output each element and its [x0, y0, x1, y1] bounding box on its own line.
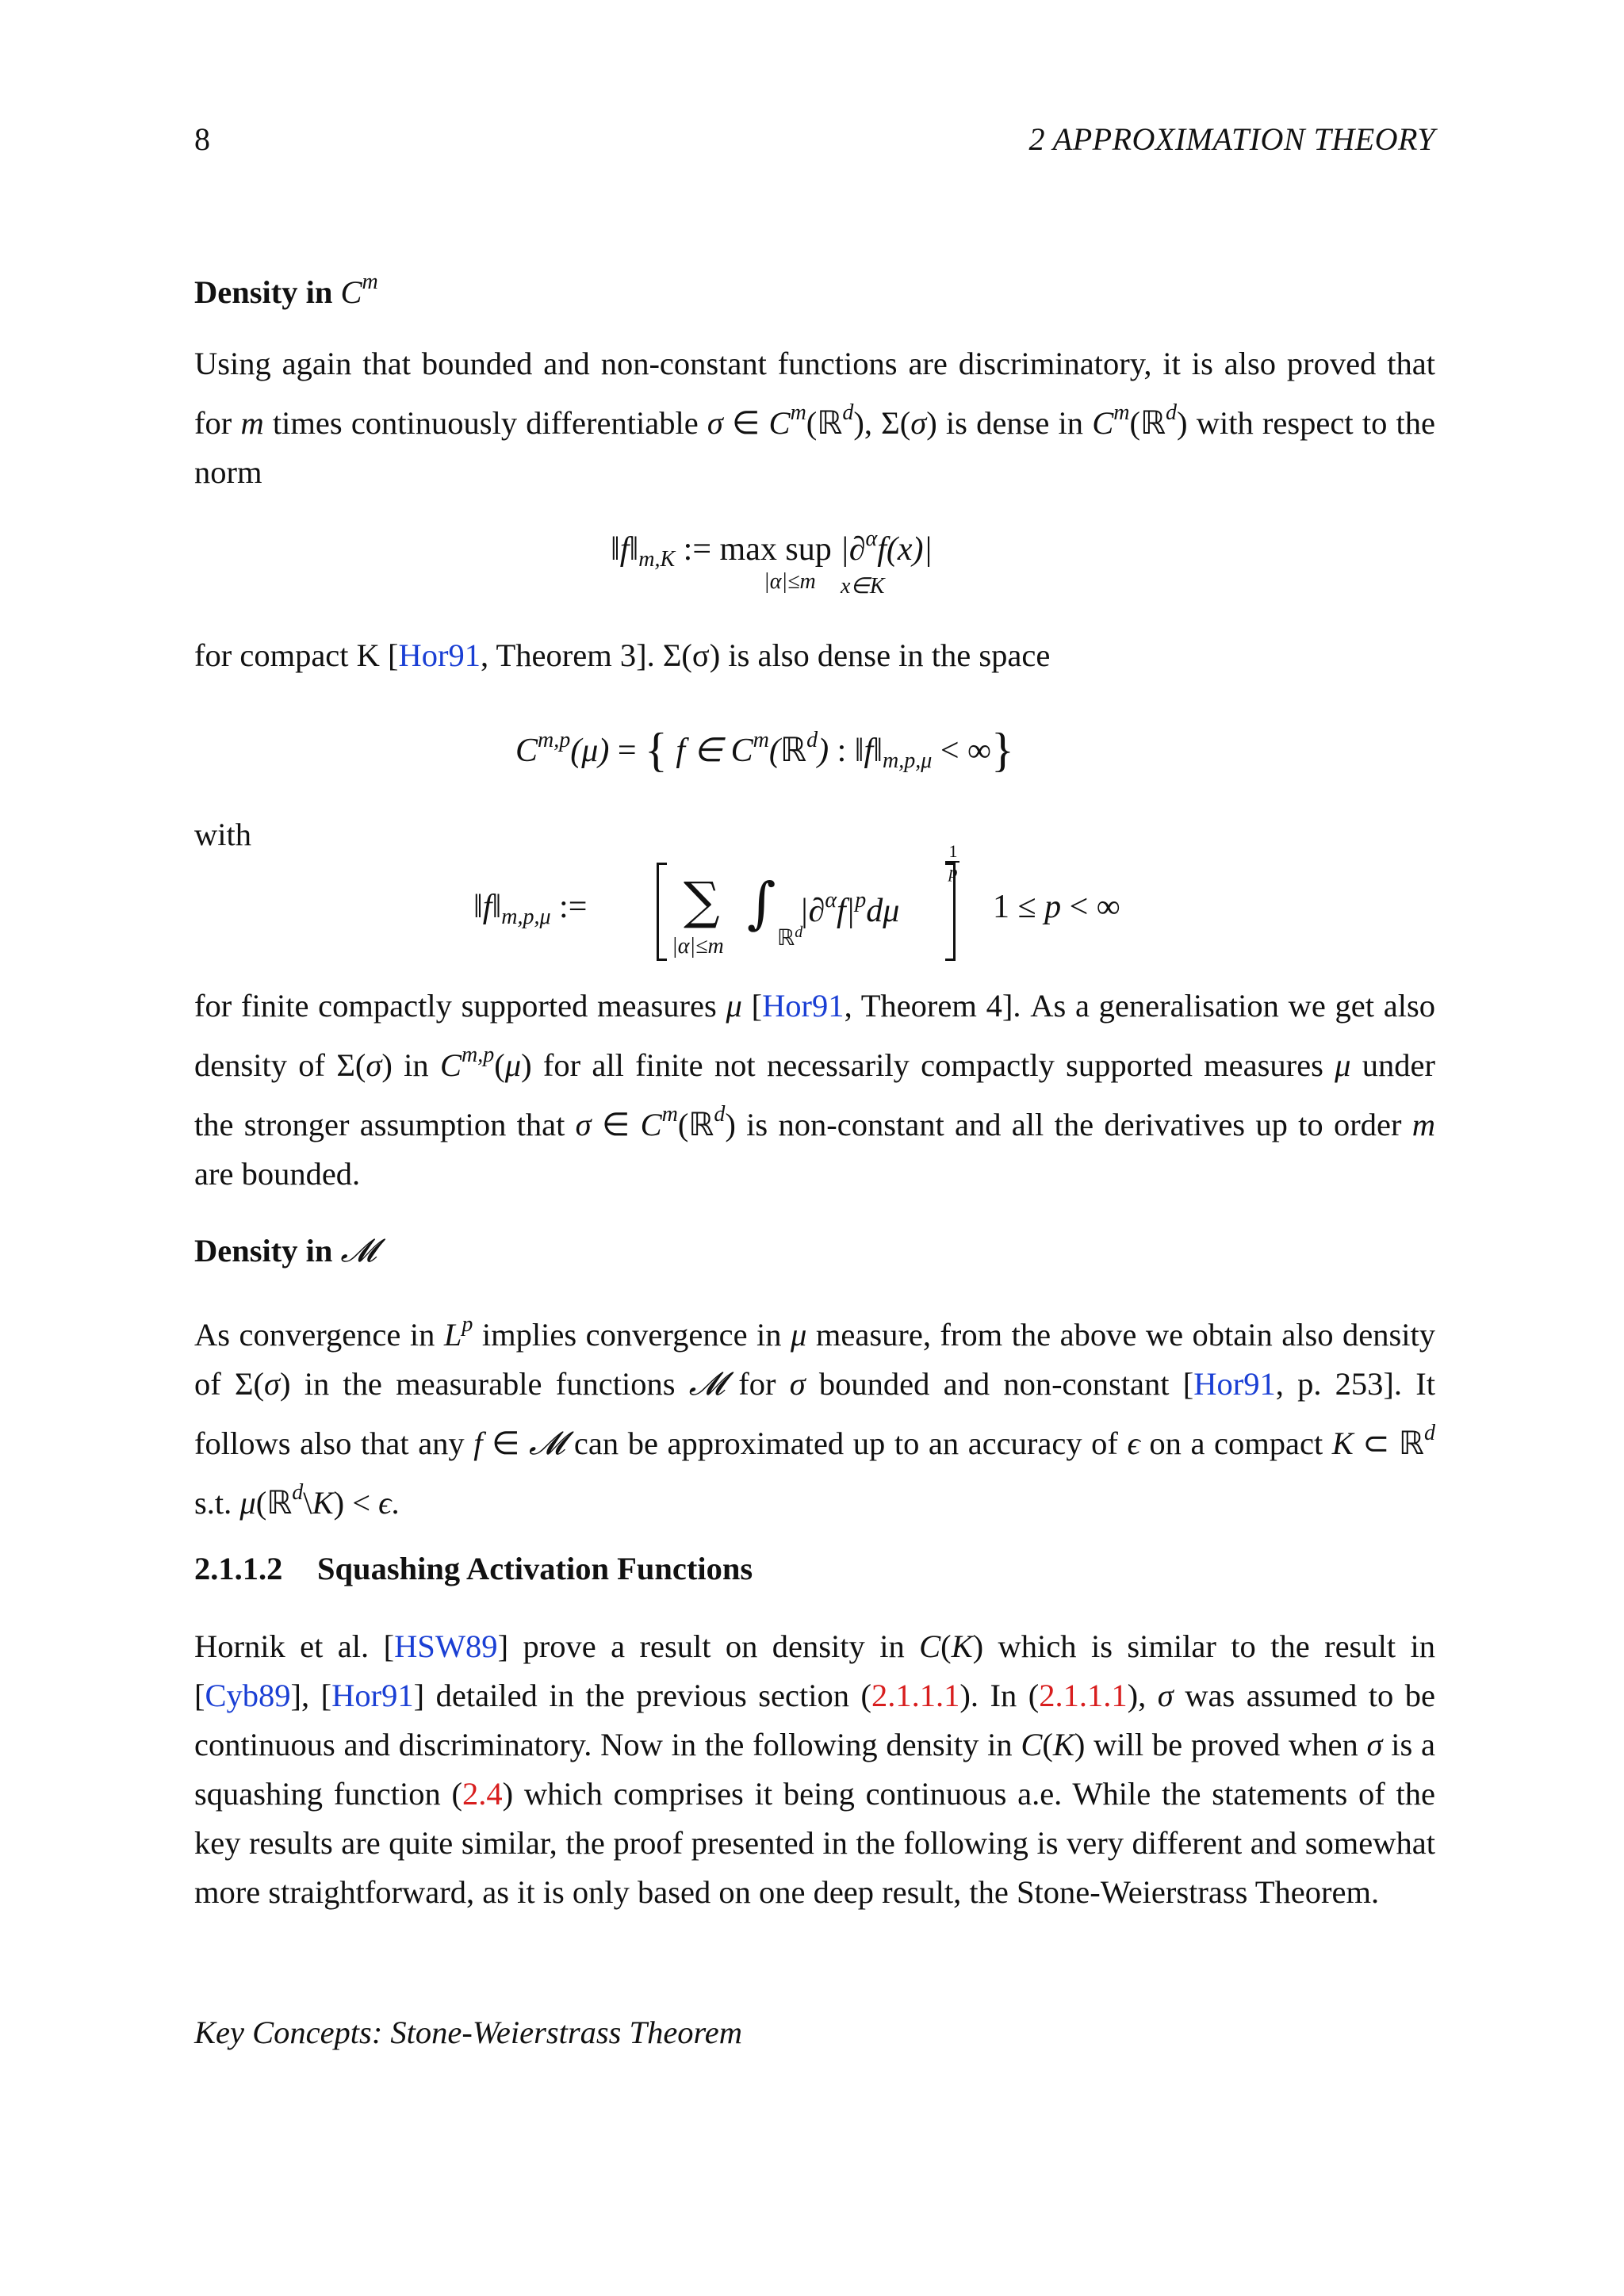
integral-subscript: ℝ$^d$ — [777, 924, 803, 951]
paragraph-finite-measures: for finite compactly supported measures μ [Hor91, Theorem 4]. As a generalisation we get also density of Σ(σ) in C$^{m,p}$(μ) for all finite not necessarily compactly supported measures μ under the stronger assumption that σ ∈ $C^m(ℝ^d)$ is non-constant and all the derivatives up to order m are bounded. — [194, 988, 1436, 1192]
citation-hor91[interactable]: Hor91 — [398, 637, 481, 673]
citation-hor91[interactable]: Hor91 — [331, 1678, 414, 1713]
left-bracket — [657, 863, 667, 961]
exponent-1-over-p: 1 p — [945, 842, 961, 882]
subsection-number: 2.1.1.2 — [194, 1551, 283, 1586]
heading-density-cm — [194, 270, 378, 311]
page-number: 8 — [194, 121, 210, 157]
heading-text: Density in — [194, 274, 333, 310]
citation-cyb89[interactable]: Cyb89 — [205, 1678, 291, 1713]
sup-subscript: x∈K — [841, 574, 885, 599]
paragraph-cm-intro: Using again that bounded and non-constant functions are discriminatory, it is also proved that for m times continuously differentiable σ ∈ $C^m(ℝ^d)$, Σ(σ) is dense in $C^m(ℝ^d)$ with respect to the norm — [194, 346, 1435, 490]
heading-math: $C^m$ — [340, 270, 378, 310]
citation-hor91[interactable]: Hor91 — [762, 988, 845, 1024]
ref-section-2-1-1-1[interactable]: 2.1.1.1 — [871, 1678, 960, 1713]
integral-symbol: ∫ — [747, 871, 776, 936]
heading-text: Density in — [194, 1233, 333, 1269]
key-concepts: Key Concepts: Stone-Weierstrass Theorem — [194, 2015, 743, 2050]
subsection-heading — [194, 1550, 753, 1587]
integrand: $|\partial^\alpha f|^pd\mu$ — [799, 888, 900, 929]
citation-hor91[interactable]: Hor91 — [1193, 1366, 1276, 1402]
heading-math: 𝓜 — [340, 1231, 377, 1269]
max-subscript: |α|≤m — [764, 569, 816, 594]
equation-cmp-space: C$^{m,p}$(μ) = { f ∈ $C^m(ℝ^d)$ : $‖f‖_{m,p,\mu}$ < ∞} — [515, 724, 1014, 776]
equation-norm-mk: $‖f‖_{m,K}$ := max sup |∂$^\alpha$f(x)| — [611, 526, 933, 572]
running-title: 2 APPROXIMATION THEORY — [1028, 121, 1435, 157]
sum-symbol: ∑ — [684, 872, 720, 931]
citation-hsw89[interactable]: HSW89 — [394, 1628, 498, 1664]
with-label: with — [194, 817, 252, 852]
heading-density-m — [194, 1231, 377, 1270]
p-range: 1 ≤ p < ∞ — [993, 889, 1120, 925]
equation-norm-mpmu: $‖f‖_{m,p,\mu}$ := — [473, 889, 588, 929]
paragraph-measurable: As convergence in $L^p$ implies convergence in μ measure, from the above we obtain also density of Σ(σ) in the measurable functions 𝓜 for σ bounded and non-constant [Hor91, p. 253]. It follows also that any f ∈ 𝓜 can be approximated up to an accuracy of ϵ on a compact K ⊂ ℝ$^d$ s.t. μ(ℝ$^d$\K) < ϵ. — [194, 1312, 1435, 1521]
ref-definition-2-4[interactable]: 2.4 — [462, 1776, 503, 1812]
sum-subscript: |α|≤m — [672, 934, 724, 959]
subsection-title: Squashing Activation Functions — [317, 1551, 753, 1586]
paragraph-compact-k: for compact K [Hor91, Theorem 3]. Σ(σ) is also dense in the space — [194, 637, 1051, 673]
ref-section-2-1-1-1[interactable]: 2.1.1.1 — [1039, 1678, 1128, 1713]
paragraph-squashing: Hornik et al. [HSW89] prove a result on density in C(K) which is similar to the result in [Cyb89], [Hor91] detailed in the previous section (2.1.1.1). In (2.1.1.1), σ was assumed to be continuous and discriminatory. Now in the following density in C(K) will be proved when σ is a squashing function (2.4) which comprises it being continuous a.e. While the statements of the key results are quite similar, the proof presented in the following is very different and somewhat more straightforward, as it is only based on one deep result, the Stone-Weierstrass Theorem. — [194, 1628, 1435, 1910]
